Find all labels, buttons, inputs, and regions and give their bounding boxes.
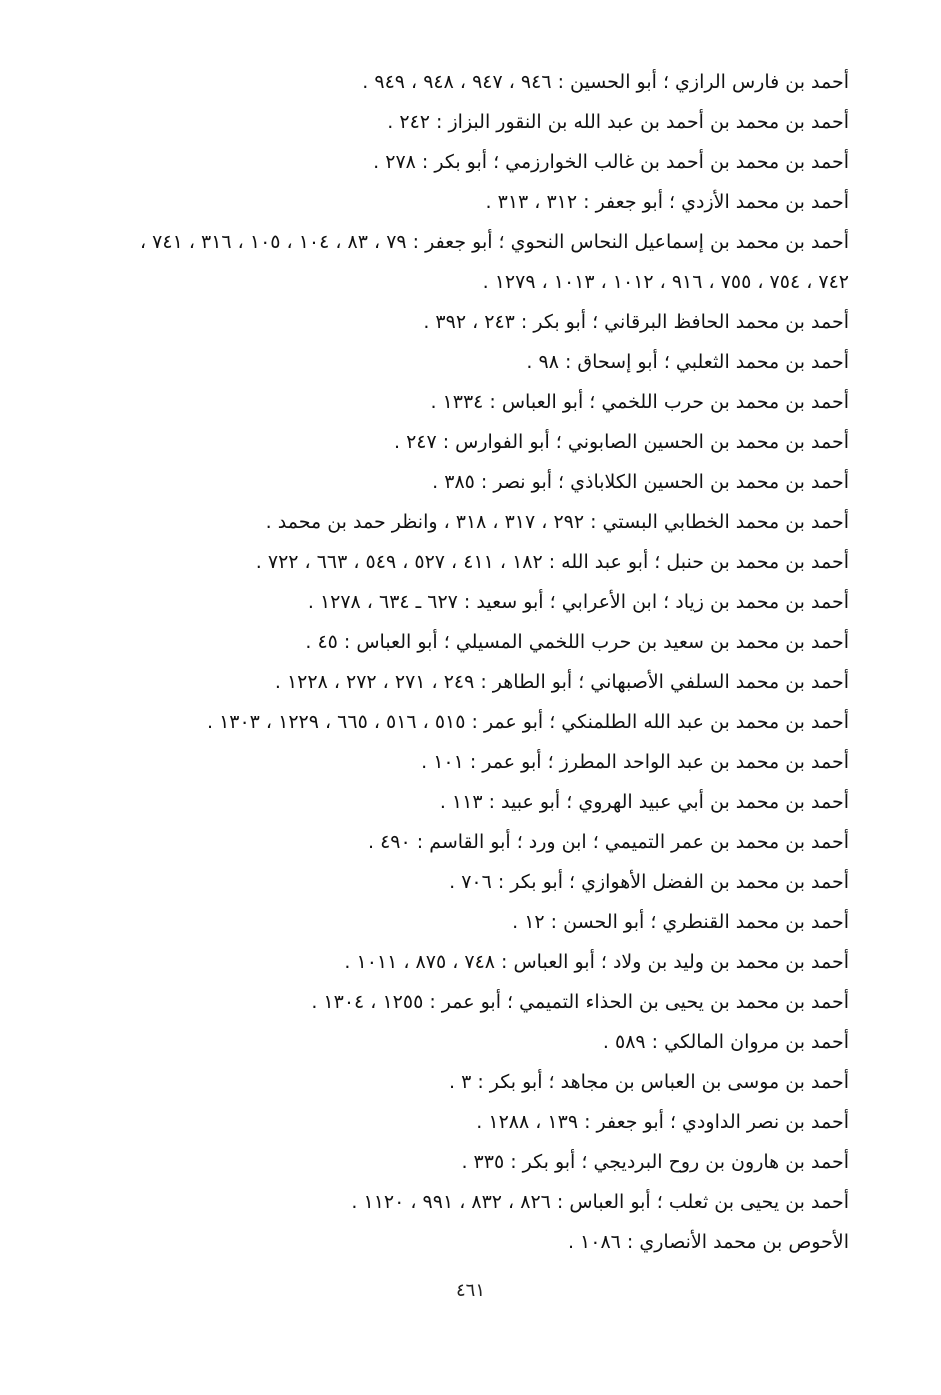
index-entry: أحمد بن محمد الحافظ البرقاني ؛ أبو بكر : ٢٤٣ ، ٣٩٢ . — [423, 311, 849, 333]
index-entry: أحمد بن محمد بن أحمد بن عبد الله بن النقور البزاز : ٢٤٢ . — [387, 111, 849, 133]
index-entry: أحمد بن محمد السلفي الأصبهاني ؛ أبو الطاهر : ٢٤٩ ، ٢٧١ ، ٢٧٢ ، ١٢٢٨ . — [274, 671, 849, 693]
index-entry: أحمد بن محمد بن الحسين الصابوني ؛ أبو الفوارس : ٢٤٧ . — [393, 431, 849, 453]
index-entry: أحمد بن محمد بن أبي عبيد الهروي ؛ أبو عبيد : ١١٣ . — [439, 791, 849, 813]
index-entry: أحمد بن نصر الداودي ؛ أبو جعفر : ١٣٩ ، ١٢٨٨ . — [476, 1111, 849, 1133]
index-entry: أحمد بن محمد بن حرب اللخمي ؛ أبو العباس : ١٣٣٤ . — [430, 391, 849, 413]
index-entry: أحمد بن محمد الخطابي البستي : ٢٩٢ ، ٣١٧ ، ٣١٨ ، وانظر حمد بن محمد . — [265, 511, 849, 533]
index-entry: أحمد بن محمد بن سعيد بن حرب اللخمي المسيلي ؛ أبو العباس : ٤٥ . — [305, 631, 849, 653]
index-entry: أحمد بن محمد بن الحسين الكلاباذي ؛ أبو نصر : ٣٨٥ . — [432, 471, 849, 493]
index-entry: أحمد بن محمد بن يحيى بن الحذاء التميمي ؛ أبو عمر : ١٢٥٥ ، ١٣٠٤ . — [311, 991, 849, 1013]
index-entry: أحمد بن محمد بن أحمد بن غالب الخوارزمي ؛ أبو بكر : ٢٧٨ . — [373, 151, 849, 173]
index-entry: أحمد بن محمد بن عبد الله الطلمنكي ؛ أبو عمر : ٥١٥ ، ٥١٦ ، ٦٦٥ ، ١٢٢٩ ، ١٣٠٣ . — [206, 711, 849, 733]
index-entry: أحمد بن محمد بن عبد الواحد المطرز ؛ أبو عمر : ١٠١ . — [421, 751, 849, 773]
index-entry: أحمد بن محمد الثعلبي ؛ أبو إسحاق : ٩٨ . — [526, 351, 849, 373]
page-number: ٤٦١ — [455, 1280, 485, 1301]
index-entry: أحمد بن محمد بن عمر التميمي ؛ ابن ورد ؛ أبو القاسم : ٤٩٠ . — [368, 831, 849, 853]
index-entry: أحمد بن هارون بن روح البرديجي ؛ أبو بكر : ٣٣٥ . — [461, 1151, 849, 1173]
index-entry: أحمد بن محمد بن الفضل الأهوازي ؛ أبو بكر : ٧٠٦ . — [449, 871, 849, 893]
index-entry: أحمد بن محمد بن إسماعيل النحاس النحوي ؛ أبو جعفر : ٧٩ ، ٨٣ ، ١٠٤ ، ١٠٥ ، ٣١٦ ، ٧٤١ ، ٧٤٢ ، ٧٥٤ ، ٧٥٥ ، ٩١٦ ، ١٠١٢ ، ١٠١٣ ، ١٢٧٩ . — [140, 231, 849, 293]
index-entry: أحمد بن محمد بن وليد بن ولاد ؛ أبو العباس : ٧٤٨ ، ٨٧٥ ، ١٠١١ . — [344, 951, 849, 973]
index-entry: أحمد بن محمد بن زياد ؛ ابن الأعرابي ؛ أبو سعيد : ٦٢٧ ـ ٦٣٤ ، ١٢٧٨ . — [307, 591, 849, 613]
index-entry: أحمد بن محمد القنطري ؛ أبو الحسن : ١٢ . — [512, 911, 849, 933]
index-entry: أحمد بن موسى بن العباس بن مجاهد ؛ أبو بكر : ٣ . — [449, 1071, 849, 1093]
index-entry: أحمد بن يحيى بن ثعلب ؛ أبو العباس : ٨٢٦ ، ٨٣٢ ، ٩٩١ ، ١١٢٠ . — [351, 1191, 849, 1213]
index-entry: أحمد بن محمد بن حنبل ؛ أبو عبد الله : ١٨٢ ، ٤١١ ، ٥٢٧ ، ٥٤٩ ، ٦٦٣ ، ٧٢٢ . — [255, 551, 849, 573]
index-entry: الأحوص بن محمد الأنصاري : ١٠٨٦ . — [567, 1231, 849, 1253]
index-entry: أحمد بن فارس الرازي ؛ أبو الحسين : ٩٤٦ ، ٩٤٧ ، ٩٤٨ ، ٩٤٩ . — [362, 71, 849, 93]
index-entries-list — [109, 62, 849, 1262]
index-entry: أحمد بن محمد الأزدي ؛ أبو جعفر : ٣١٢ ، ٣١٣ . — [485, 191, 849, 213]
index-entry: أحمد بن مروان المالكي : ٥٨٩ . — [602, 1031, 849, 1053]
